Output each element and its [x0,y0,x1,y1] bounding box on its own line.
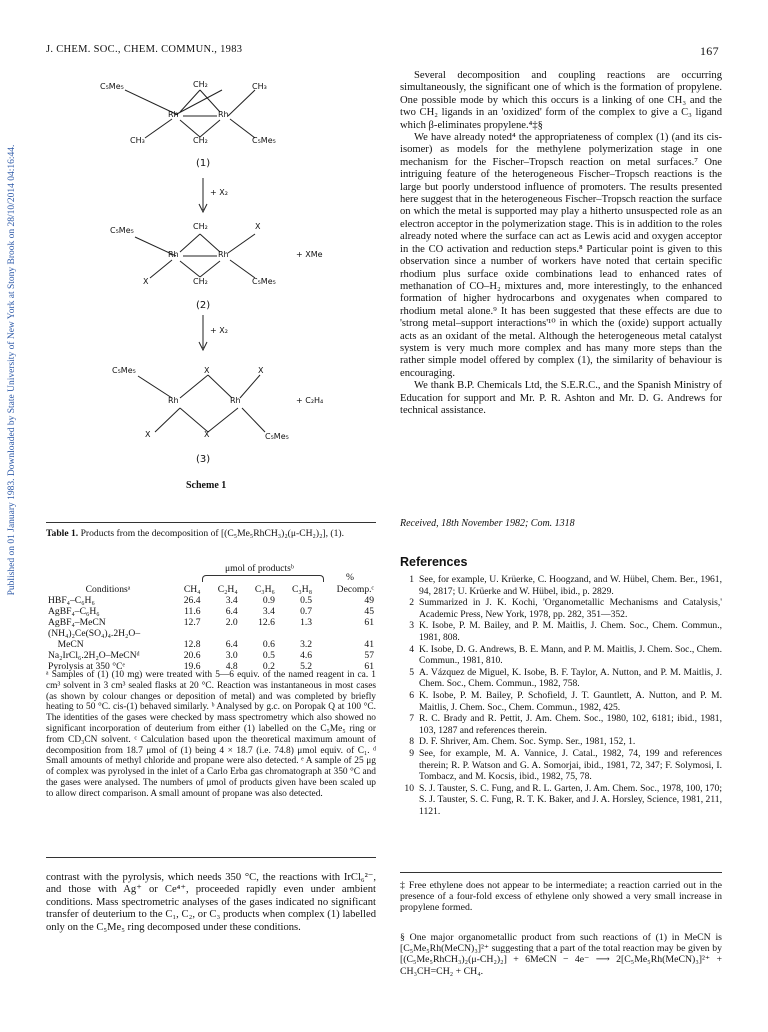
s2-label: (2) [196,300,211,311]
table-row: Na₂IrCl₆.2H₂O–MeCNᵈ 20.6 3.0 0.5 4.6 57 [48,650,374,661]
table-percent: % [346,572,354,583]
s3-bottom-left: X [145,430,151,439]
table-row: AgBF₄–MeCN 12.7 2.0 12.6 1.3 61 [48,617,374,628]
s3-rh-right: Rh [230,396,241,405]
col-c2h4: C₂H₄ [217,584,238,595]
reference-item: 1 See, for example, U. Krüerke, C. Hoogzand, and W. Hübel, Chem. Ber., 1961, 94, 2817; U. Krüerke and W. Hübel, ibid., p. 2829. [409,574,722,597]
col-decomp: Decomp.ᶜ [336,584,374,595]
download-notice [4,30,20,710]
col-conditions: Conditionsᵃ [85,584,131,595]
received-line: Received, 18th November 1982; Com. 1318 [400,518,575,529]
s1-label: (1) [196,158,211,169]
s3-rh-left: Rh [168,396,179,405]
reference-item: 4 K. Isobe, D. G. Andrews, B. E. Mann, and P. M. Maitlis, J. Chem. Soc., Chem. Commun., 1981, 810. [409,643,722,667]
table-header-row [46,584,376,595]
reference-item: 5 A. Vázquez de Miguel, K. Isobe, B. F. Taylor, A. Nutton, and P. M. Maitlis, J. Chem. Soc., Chem. Commun., 1982, 758. [409,666,722,690]
group-brace [202,575,324,582]
footnote-rule [400,872,722,873]
s3-byproduct: + C₂H₄ [296,396,324,405]
left-continuation-text: contrast with the pyrolysis, which needs 350 °C, the reactions with IrCl₆²⁻, and those with Ag⁺ or Ce⁴⁺, proceeded rapidly even under ambient conditions. Mass spectrometric analyses of the gases indicated no significant transfer of deuterium to the C₁, C₂, or C₃ products when complex (1) labelled only on the C₅Me₅ ring decomposed under these conditions. [46,872,376,933]
s1-top-left: C₅Me₅ [100,82,124,91]
s2-bottom-left: X [143,277,149,286]
references-heading: References [400,555,468,569]
s1-bottom-right: C₅Me₅ [252,136,276,145]
reference-item: 8 D. F. Shriver, Am. Chem. Soc. Symp. Ser., 1981, 152, 1. [409,736,636,748]
journal-header: J. CHEM. SOC., CHEM. COMMUN., 1983 [46,44,243,55]
reference-item: 3 K. Isobe, P. M. Bailey, and P. M. Maitlis, J. Chem. Soc., Chem. Commun., 1981, 808. [409,620,722,643]
arrow2-reagent: + X₂ [210,326,228,335]
s3-label: (3) [196,454,211,465]
reference-item: 2 Summarized in J. K. Kochi, 'Organometallic Mechanisms and Catalysis,' Academic Press, New York, 1978, pp. 282, 351—352. [409,597,722,620]
table-caption-text: Products from the decomposition of [(C₅Me₅RhCH₃)₂(μ-CH₂)₂], (1). [78,528,344,539]
s2-rh-left: Rh [168,250,179,259]
table-row: HBF₄–C₆H₆ 26.4 3.4 0.9 0.5 49 [48,595,374,606]
s1-bottom-left: CH₃ [130,136,145,145]
s2-rh-right: Rh [218,250,229,259]
scheme-1-structures [100,70,360,500]
footnote-section: § One major organometallic product from such reactions of (1) in MeCN is [C₅Me₅Rh(MeCN)₃]²⁺ suggesting that a part of the total reaction may be given by [(C₅Me₅RhCH₃)₂(μ-CH₂)₂] + 6MeCN − 4e⁻ ⟶ 2[C₅Me₅Rh(MeCN)₃]²⁺ + CH₃CH=CH₂ + CH₄. [400,932,722,977]
table-row: (NH₄)₂Ce(SO₄)₄.2H₂O– [48,628,141,639]
s3-bottom-right: C₅Me₅ [265,432,289,441]
scheme-1 [100,70,360,500]
s2-top-left: C₅Me₅ [110,226,134,235]
table-row: Pyrolysis at 350 °Cᵉ 19.6 4.8 0.2 5.2 61 [48,661,374,672]
s1-bottom-mid: CH₂ [193,136,208,145]
s1-top-right: CH₃ [252,82,267,91]
reference-item: 7 R. C. Brady and R. Pettit, J. Am. Chem. Soc., 1980, 102, 6181; ibid., 1981, 103, 1287 and references therein. [409,713,722,736]
s2-top-mid: CH₂ [193,222,208,231]
col-c3h6: C₃H₆ [254,584,275,595]
s1-rh-right: Rh [218,110,229,119]
arrow1-reagent: + X₂ [210,188,228,197]
right-column-body [400,70,722,417]
s3-top-right: X [258,366,264,375]
reference-item: 6 K. Isobe, P. M. Bailey, P. Schofield, J. T. Gauntlett, A. Nutton, and P. M. Maitlis, J. Chem. Soc., Chem. Commun., 1982, 425. [409,689,722,713]
s3-top-left: C₅Me₅ [112,366,136,375]
table-footnote: ᵃ Samples of (1) (10 mg) were treated with 5—6 equiv. of the named reagent in ca. 1 cm³ solvent in 3 cm³ sealed flasks at 20 °C. Reaction was instantaneous in most cases (as shown by colour changes or deposition of metal) and was completed by briefly heating to 50 °C. cis-(1) behaved similarly. ᵇ Analysed by g.c. on Poropak Q at 100 °C. The identities of the gases were checked by mass spectrometry which also showed no significant incorporation of deuterium from either (1) labelled on the C₅Me₅ ring or from CD₃CN solvent. ᶜ Calculation based upon the theoretical maximum amount of decomposition from 18.7 μmol of (1) being 4 × 18.7 (i.e. 74.8) μmol equiv. of C₁. ᵈ Small amounts of methyl chloride and propane were also detected. ᵉ A sample of 25 μg of complex was pyrolysed in the inlet of a Carlo Erba gas chromatograph at 350 °C and the gases were analysed. The numbers of μmol of products given have been scaled up to allow direct comparison. A small amount of propane was also detected. [46,670,376,799]
page-number: 167 [700,44,719,58]
table-bottom-rule [46,857,376,858]
paragraph: We have already noted⁴ the appropriateness of complex (1) (and its cis-isomer) as models for the methylene polymerization stage in one mechanism for the Fischer–Tropsch reaction on metal surfaces.⁷ One intriguing feature of the heterogeneous Fischer–Tropsch reactions is the large but poorly understood influence of promoters. The results presented here suggest that in the heterogeneous Fischer–Tropsch reaction the surface on which the metal is supported may play a hitherto unsuspected role as an electron acceptor in the polymerization stage. This is in addition to the roles already noted where the surface can act as Lewis acid and oxygen acceptor in the CO activation and reduction steps.⁸ Particular point is given to this observation since a number of workers have noted that certain specific rhodium plus surface oxide combinations lead to enhanced rates of methanation of CO–H₂ mixtures and, more interestingly, to the enhanced formation of higher hydrocarbons and oxygenates when compared to rhodium metal alone.⁹ It has been suggested that these effects are due to 'strong metal–support interactions'¹⁰ in which the (oxide) support actually acts as an oxidant of the metal. Although the heterogeneous metal catalyst system is very much more complex and has many more steps than the rather simple model offered by complex (1), the similarity of behaviour is encouraging. [400,132,722,379]
references-list [400,574,722,817]
s2-bottom-right: C₅Me₅ [252,277,276,286]
table-row: MeCN 12.8 6.4 0.6 3.2 41 [48,639,374,650]
s2-byproduct: + XMe [296,250,323,259]
table-top-rule [46,522,376,523]
paragraph: We thank B.P. Chemicals Ltd, the S.E.R.C., and the Spanish Ministry of Education for support and Mr. P. R. Ashton and Mr. D. G. Andrews for technical assistance. [400,380,722,416]
paragraph: Several decomposition and coupling reactions are occurring simultaneously, the significant one of which is the formation of propylene. One possible mode by which this occurs is a linking of one CH₃ and the two CH₂ ligands in an 'oxidized' form of the complex to give a C₃ ligand which β-eliminates propylene.⁴‡§ [400,70,722,131]
table-group-header: μmol of productsᵇ [225,563,294,574]
s1-rh-left: Rh [168,110,179,119]
reference-item: 9 See, for example, M. A. Vannice, J. Catal., 1982, 74, 199 and references therein; R. P. Watson and G. A. Somorjai, ibid., 1981, 72, 347; F. Solymosi, I. Tombacz, and M. Kocsis, ibid., 1982, 75, 78. [409,747,722,783]
products-table [46,584,376,672]
s1-top-mid: CH₂ [193,80,208,89]
scheme-caption: Scheme 1 [186,480,227,491]
col-c3h8: C₃H₈ [292,584,313,595]
col-ch4: CH₄ [183,584,201,595]
footnote-double-dagger: ‡ Free ethylene does not appear to be intermediate; a reaction carried out in the presence of a four-fold excess of ethylene only showed a very small increase in propylene formed. [400,880,722,914]
download-notice-text[interactable]: Published on 01 January 1983. Downloaded by State University of New York at Stony Brook on 28/10/2014 04:16:44. [7,144,17,596]
s3-bottom-mid: X [204,430,210,439]
s2-bottom-mid: CH₂ [193,277,208,286]
table-caption-label: Table 1. [46,528,79,539]
table-row: AgBF₄–C₆H₆ 11.6 6.4 3.4 0.7 45 [48,606,374,617]
s3-top-mid: X [204,366,210,375]
reference-item: 10 S. J. Tauster, S. C. Fung, and R. L. Garten, J. Am. Chem. Soc., 1978, 100, 170; S. J. Tauster, S. C. Fung, R. T. K. Baker, and J. A. Horsley, Science, 1981, 211, 1121. [404,782,722,817]
s2-top-right: X [255,222,261,231]
table-caption [46,528,376,539]
